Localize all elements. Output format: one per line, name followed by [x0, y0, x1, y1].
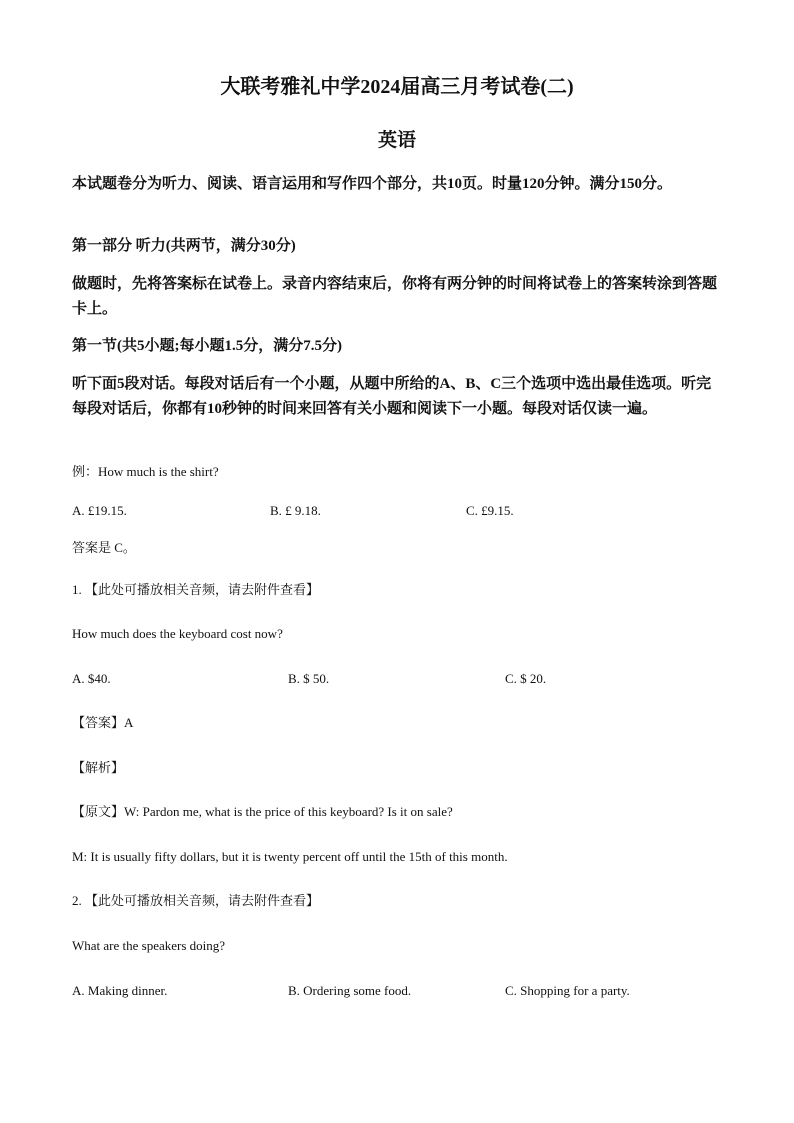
question-1-transcript-w: 【原文】W: Pardon me, what is the price of this keyboard? Is it on sale?: [72, 804, 453, 819]
example-answer: 答案是 C。: [72, 540, 136, 555]
question-1-option-c: C. $ 20.: [505, 671, 547, 686]
example-option-c: C. £9.15.: [466, 503, 514, 518]
question-1-text: How much does the keyboard cost now?: [72, 626, 283, 641]
question-2-text: What are the speakers doing?: [72, 938, 226, 953]
question-1-answer: 【答案】A: [72, 715, 134, 730]
example-question: 例：How much is the shirt?: [72, 464, 219, 479]
question-2-option-a: A. Making dinner.: [72, 983, 168, 998]
part1-heading: 第一部分 听力(共两节，满分30分): [72, 238, 296, 254]
subject-title: 英语: [377, 130, 416, 151]
section1-instruction: 听下面5段对话。每段对话后有一个小题，从题中所给的A、B、C三个选项中选出最佳选项。听完每段对话后，你都有10秒钟的时间来回答有关小题和阅读下一小题。每段对话仅读一遍。: [72, 376, 712, 417]
question-1-option-a: A. $40.: [72, 671, 111, 686]
question-2-option-c: C. Shopping for a party.: [505, 983, 630, 998]
exam-title: 大联考雅礼中学2024届高三月考试卷(二): [220, 76, 574, 98]
example-option-b: B. £ 9.18.: [270, 503, 321, 518]
part1-instruction: 做题时，先将答案标在试卷上。录音内容结束后，你将有两分钟的时间将试卷上的答案转涂到答题卡上。: [72, 276, 718, 317]
question-1-analysis: 【解析】: [72, 760, 125, 775]
question-1-option-b: B. $ 50.: [288, 671, 330, 686]
question-1-transcript-m: M: It is usually fifty dollars, but it is twenty percent off until the 15th of this month.: [72, 849, 508, 864]
intro-text: 本试题卷分为听力、阅读、语言运用和写作四个部分，共10页。时量120分钟。满分150分。: [72, 176, 673, 192]
section1-heading: 第一节(共5小题;每小题1.5分，满分7.5分): [72, 338, 342, 354]
question-2-option-b: B. Ordering some food.: [288, 983, 412, 998]
example-option-a: A. £19.15.: [72, 503, 127, 518]
question-1-label: 1. 【此处可播放相关音频，请去附件查看】: [72, 582, 320, 597]
question-2-label: 2. 【此处可播放相关音频，请去附件查看】: [72, 893, 320, 908]
